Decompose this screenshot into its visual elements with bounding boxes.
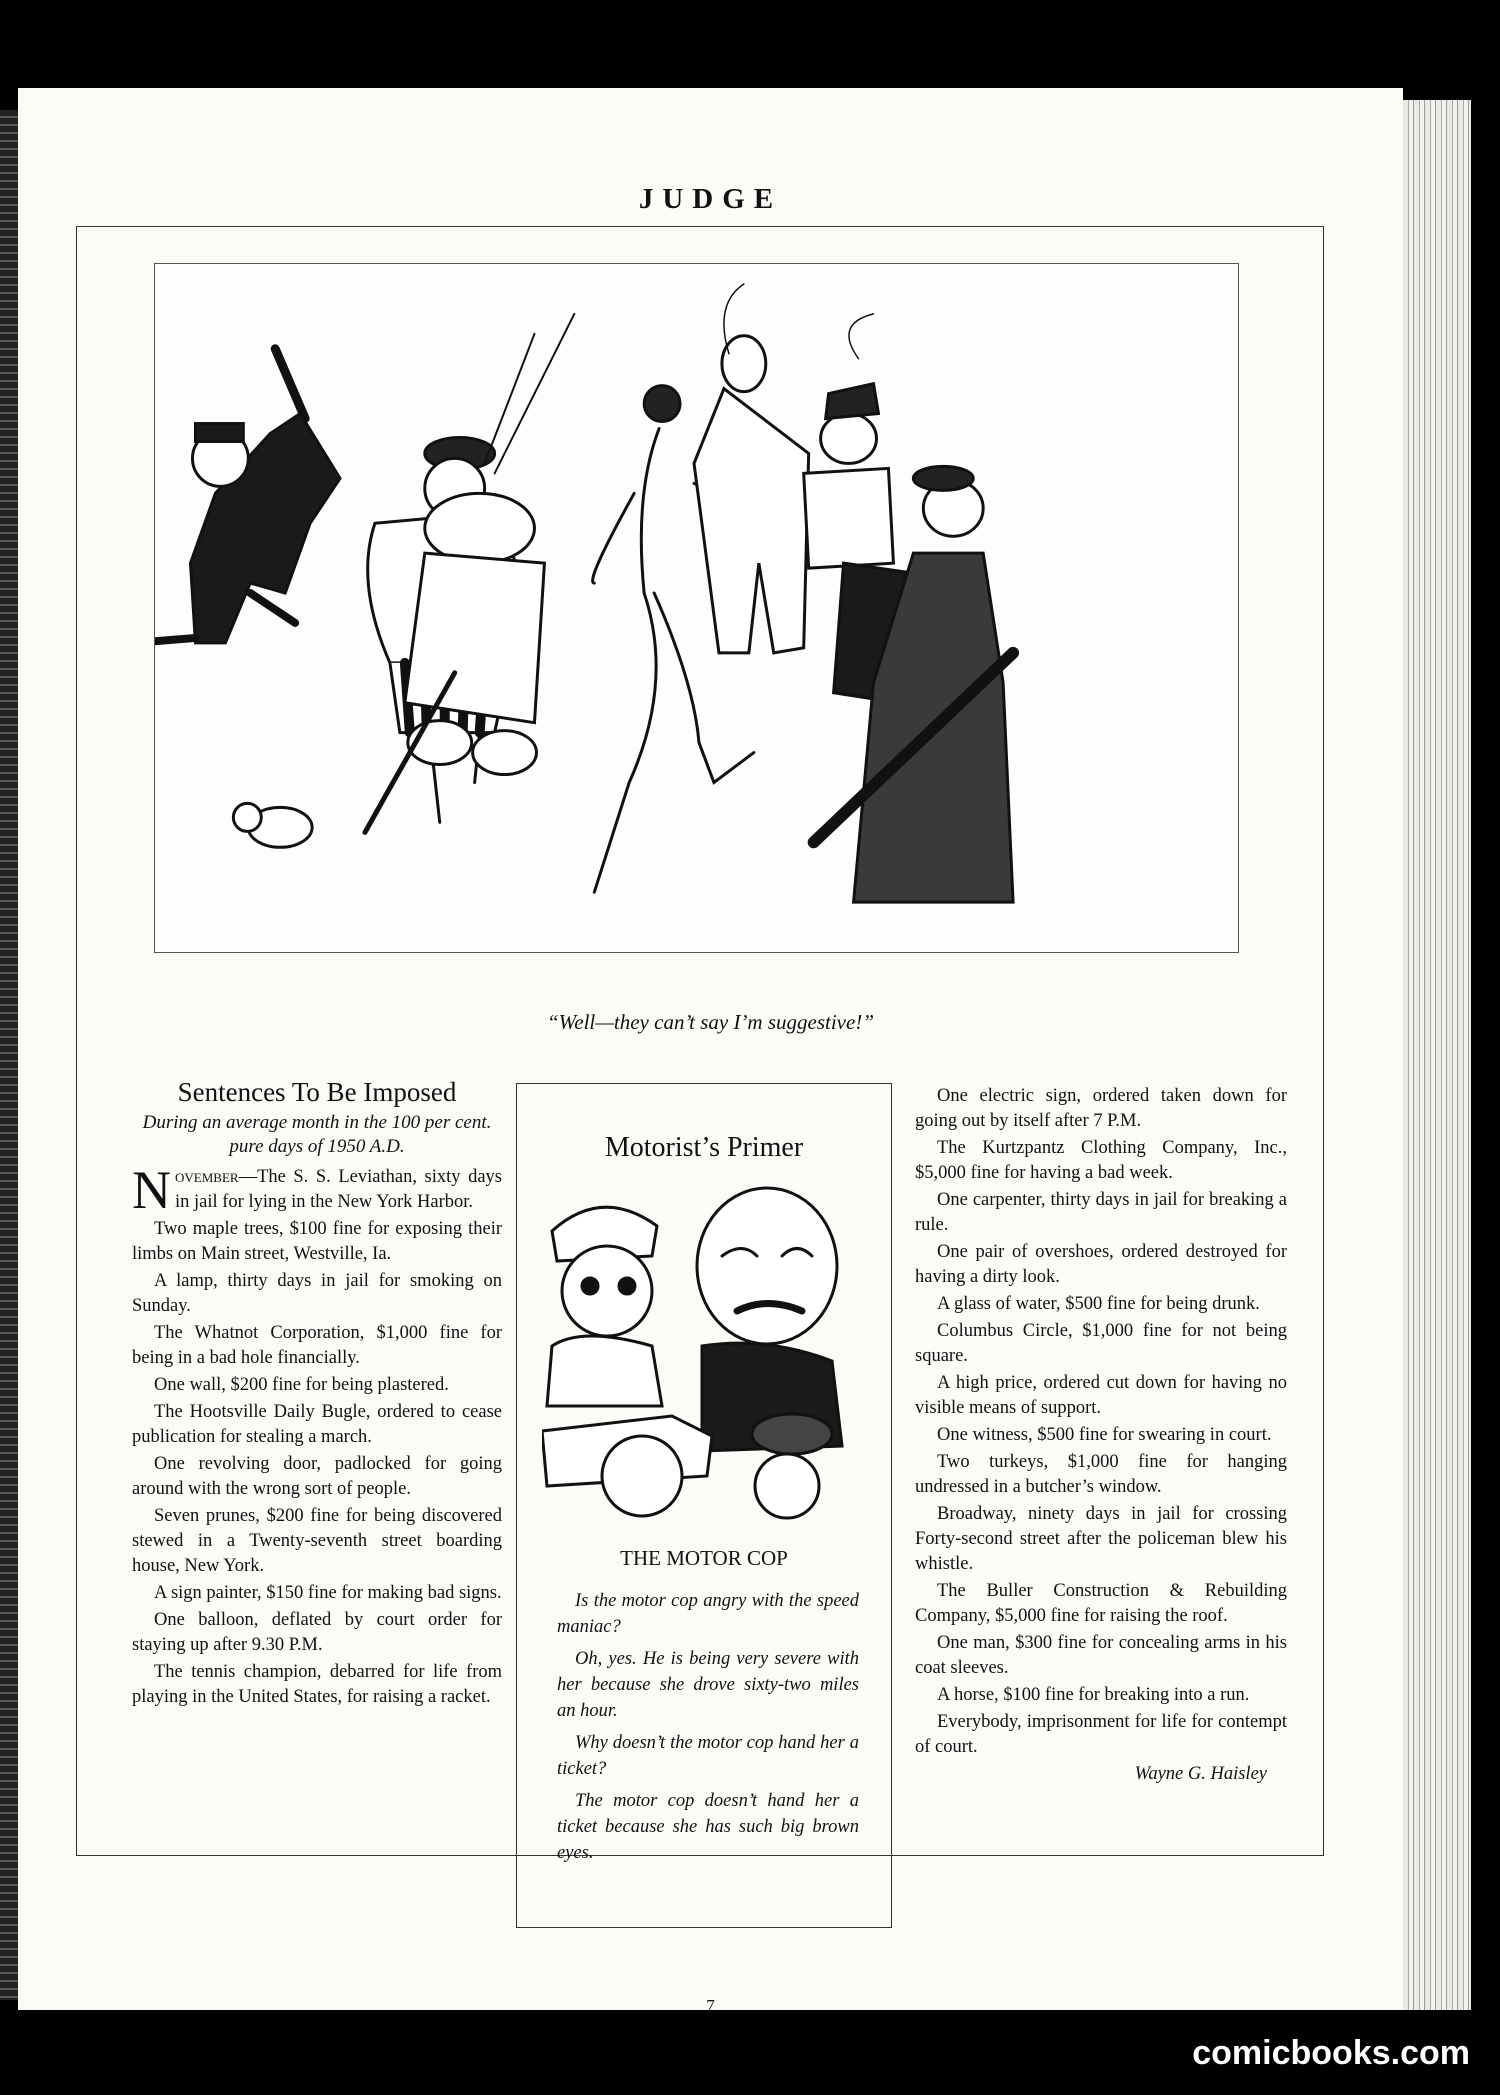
article-paragraph: Everybody, imprisonment for life for contempt of court. [915, 1712, 1287, 1757]
article-paragraph: A glass of water, $500 fine for being drunk. [937, 1294, 1260, 1314]
article-paragraph: A horse, $100 fine for breaking into a run. [937, 1685, 1250, 1705]
cartoon-drawing [155, 264, 1238, 952]
article-paragraph: One electric sign, ordered taken down for going out by itself after 7 P.M. [915, 1086, 1287, 1131]
magazine-title: JUDGE [638, 183, 783, 215]
watermark: comicbooks.com [1192, 2034, 1470, 2072]
left-article [132, 1077, 502, 1712]
article-subtitle: During an average month in the 100 per cent. pure days of 1950 A.D. [142, 1112, 492, 1157]
article-paragraph: A high price, ordered cut down for having no visible means of support. [915, 1373, 1287, 1418]
first-paragraph-text: —The S. S. Leviathan, sixty days in jail for lying in the New York Harbor. [175, 1167, 502, 1212]
article-paragraph: The Whatnot Corporation, $1,000 fine for being in a bad hole financially. [132, 1323, 502, 1368]
page-number: 7 [706, 1996, 715, 2015]
article-paragraph: One wall, $200 fine for being plastered. [154, 1375, 449, 1395]
article-paragraph: The Buller Construction & Rebuilding Company, $5,000 fine for raising the roof. [915, 1581, 1287, 1626]
cartoon-illustration [154, 263, 1239, 953]
article-title: Sentences To Be Imposed [177, 1077, 457, 1107]
primer-paragraph: Is the motor cop angry with the speed maniac? [557, 1591, 859, 1637]
article-paragraph: The Kurtzpantz Clothing Company, Inc., $5,000 fine for having a bad week. [915, 1138, 1287, 1183]
binding-strip [0, 110, 18, 2000]
primer-text [557, 1588, 859, 1872]
motor-cop-drawing [542, 1186, 868, 1526]
article-paragraph: One carpenter, thirty days in jail for breaking a rule. [915, 1190, 1287, 1235]
page-edges [1403, 100, 1471, 2010]
article-paragraph: Two turkeys, $1,000 fine for hanging undressed in a butcher’s window. [915, 1452, 1287, 1497]
author-byline: Wayne G. Haisley [1134, 1764, 1267, 1784]
article-paragraph: Two maple trees, $100 fine for exposing their limbs on Main street, Westville, Ia. [132, 1219, 502, 1264]
drop-cap: N [132, 1160, 171, 1220]
cartoon-caption: “Well—they can’t say I’m suggestive!” [547, 1010, 874, 1034]
article-paragraph: The tennis champion, debarred for life from playing in the United States, for raising a racket. [132, 1662, 502, 1707]
primer-paragraph: Oh, yes. He is being very severe with her because she drove sixty-two miles an hour. [557, 1649, 859, 1721]
primer-paragraph: Why doesn’t the motor cop hand her a ticket? [557, 1733, 859, 1779]
primer-title: Motorist’s Primer [604, 1132, 804, 1163]
motorists-primer-box [516, 1083, 892, 1928]
article-paragraph: One pair of overshoes, ordered destroyed for having a dirty look. [915, 1242, 1287, 1287]
motor-cop-illustration [542, 1186, 868, 1526]
article-paragraph: One balloon, deflated by court order for staying up after 9.30 P.M. [132, 1610, 502, 1655]
primer-heading: THE MOTOR COP [620, 1546, 788, 1570]
article-paragraph: One man, $300 fine for concealing arms in his coat sleeves. [915, 1633, 1287, 1678]
magazine-page [18, 88, 1403, 2015]
article-paragraph: A lamp, thirty days in jail for smoking on Sunday. [132, 1271, 502, 1316]
article-paragraph: One revolving door, padlocked for going around with the wrong sort of people. [132, 1454, 502, 1499]
primer-paragraph: The motor cop doesn’t hand her a ticket because she has such big brown eyes. [557, 1791, 859, 1863]
drop-cap-smallcaps: ovember [175, 1167, 239, 1187]
article-paragraph: A sign painter, $150 fine for making bad signs. [154, 1583, 502, 1603]
article-paragraph: Broadway, ninety days in jail for crossing Forty-second street after the policeman blew his whistle. [915, 1504, 1287, 1574]
article-paragraph: One witness, $500 fine for swearing in court. [937, 1425, 1272, 1445]
article-paragraph: Seven prunes, $200 fine for being discovered stewed in a Twenty-seventh street boarding house, New York. [132, 1506, 502, 1576]
article-paragraph: Columbus Circle, $1,000 fine for not being square. [915, 1321, 1287, 1366]
article-paragraph: The Hootsville Daily Bugle, ordered to cease publication for stealing a march. [132, 1402, 502, 1447]
article-first-paragraph [132, 1160, 502, 1220]
right-article [915, 1084, 1287, 1787]
